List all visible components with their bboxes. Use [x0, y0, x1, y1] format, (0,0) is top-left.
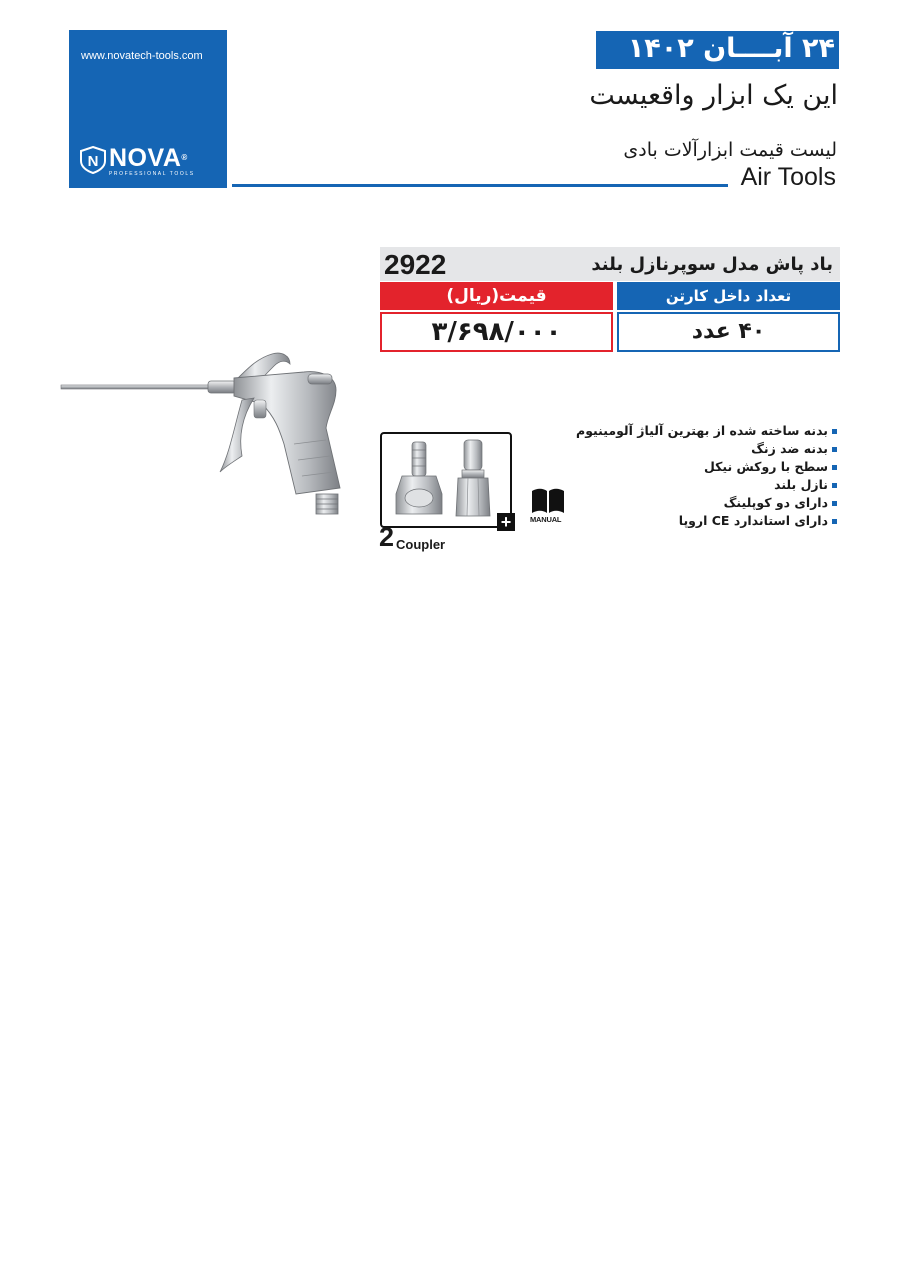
- price-header: قیمت(ریال): [380, 282, 613, 310]
- bullet-icon: [832, 447, 837, 452]
- feature-item: [537, 422, 837, 440]
- plus-icon: +: [497, 513, 515, 531]
- qty-header: تعداد داخل کارتن: [617, 282, 840, 310]
- coupler-fittings-image: [392, 436, 502, 524]
- header-divider: [232, 184, 728, 187]
- feature-text: دارای استاندارد CE اروپا: [678, 513, 828, 528]
- nova-logo-icon: [80, 146, 106, 174]
- page-tagline: این یک ابزار واقعیست: [589, 80, 838, 111]
- website-url: www.novatech-tools.com: [81, 50, 203, 62]
- price-list-title: لیست قیمت ابزارآلات بادی: [623, 139, 837, 161]
- coupler-count: 2: [379, 522, 395, 552]
- feature-item: [537, 512, 837, 530]
- bullet-icon: [832, 501, 837, 506]
- feature-item: [537, 458, 837, 476]
- feature-text: دارای دو کوپلینگ: [723, 495, 828, 510]
- coupler-accessory-box: [380, 432, 512, 528]
- bullet-icon: [832, 483, 837, 488]
- feature-text: بدنه ضد زنگ: [751, 441, 828, 456]
- category-title: Air Tools: [740, 163, 836, 191]
- feature-text: سطح با روکش نیکل: [703, 459, 828, 474]
- feature-item: [537, 494, 837, 512]
- air-blow-gun-image: [58, 348, 348, 528]
- date-banner: ۲۴ آبــــان ۱۴۰۲: [596, 31, 839, 69]
- qty-value: ۴۰ عدد: [617, 312, 840, 352]
- price-value: ۳/۶۹۸/۰۰۰: [380, 312, 613, 352]
- feature-list: [537, 422, 837, 530]
- product-header: [380, 247, 840, 281]
- feature-text: نازل بلند: [774, 477, 828, 492]
- brand-name: NOVA®: [109, 144, 188, 172]
- feature-item: [537, 476, 837, 494]
- brand-tagline: PROFESSIONAL TOOLS: [109, 171, 195, 177]
- manual-label: MANUAL: [530, 515, 562, 524]
- feature-item: [537, 440, 837, 458]
- product-name: باد پاش مدل سوپرنازل بلند: [591, 254, 833, 275]
- brand-name-text: NOVA: [109, 144, 182, 172]
- logo-mark-letter: N: [87, 153, 99, 170]
- bullet-icon: [832, 429, 837, 434]
- product-code: 2922: [384, 249, 447, 280]
- feature-text: بدنه ساخته شده از بهترین آلیاژ آلومینیوم: [576, 423, 828, 438]
- nova-logo-block: [69, 30, 227, 188]
- bullet-icon: [832, 465, 837, 470]
- bullet-icon: [832, 519, 837, 524]
- coupler-label: Coupler: [396, 537, 446, 552]
